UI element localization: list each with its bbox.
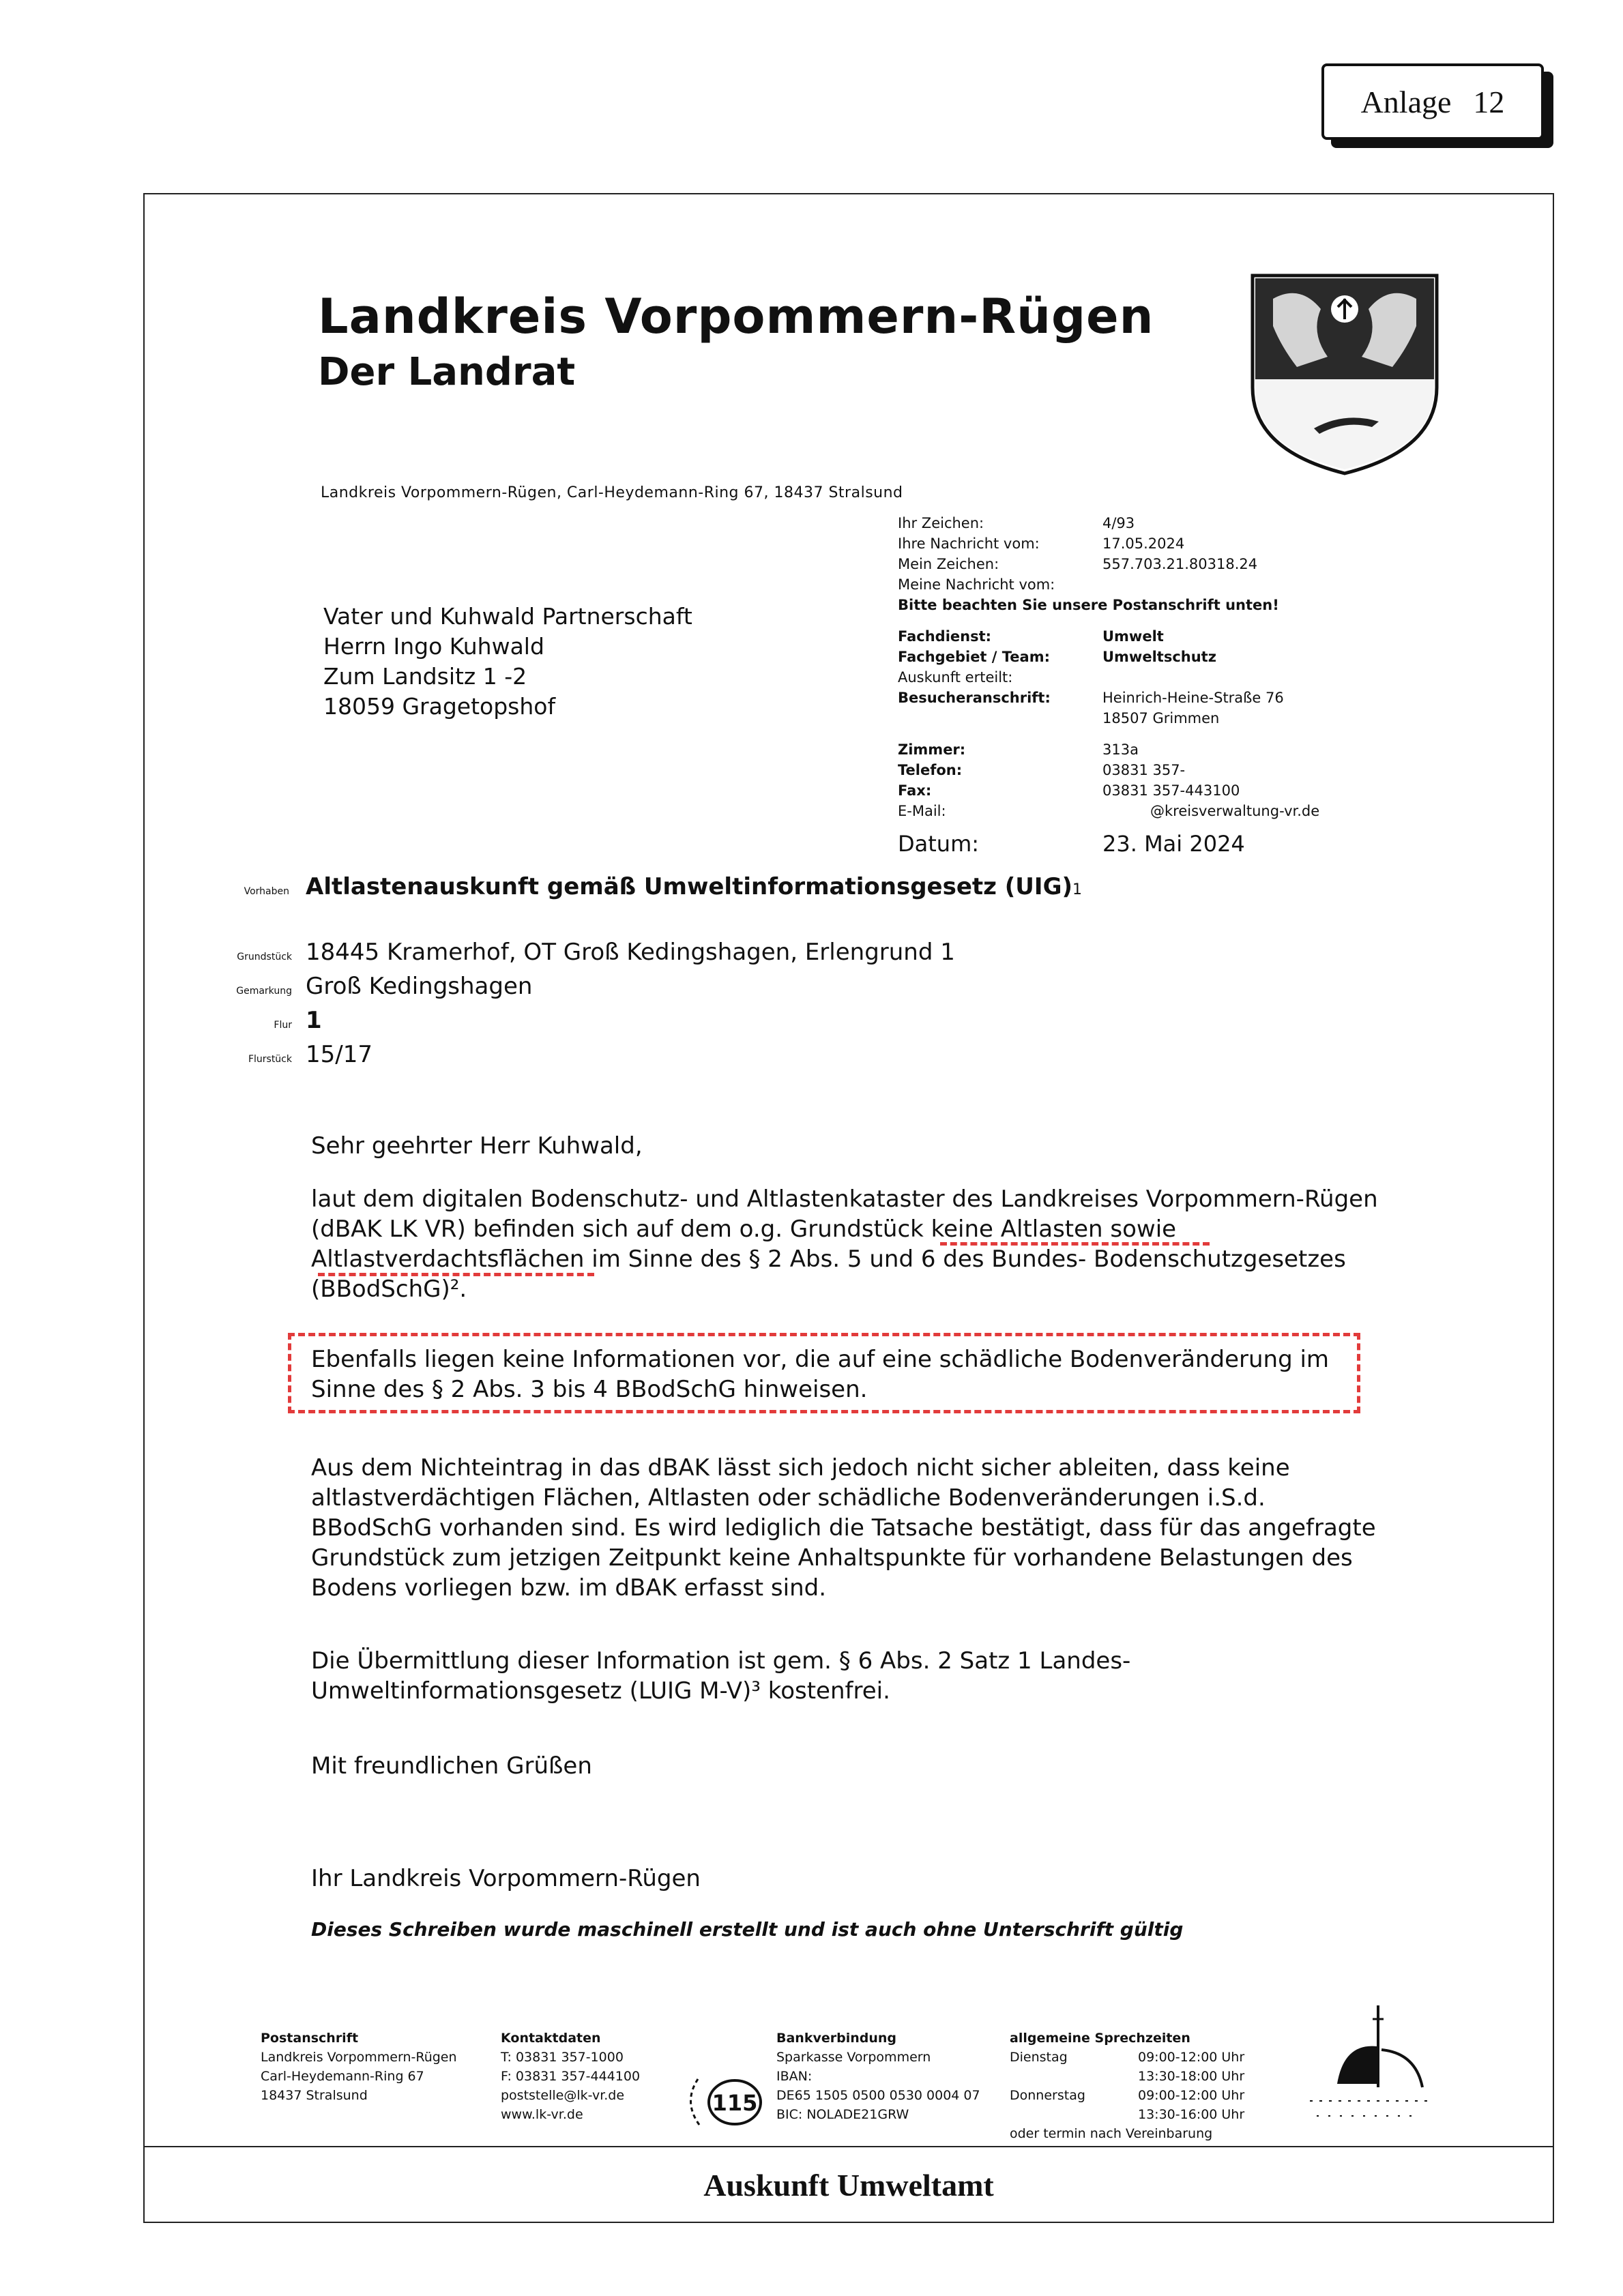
service-115-logo-icon (679, 2067, 767, 2135)
frame-divider (143, 2146, 1554, 2147)
footer-line: BIC: NOLADE21GRW (776, 2107, 909, 2122)
meta-row (898, 533, 1319, 554)
meta-row (898, 688, 1319, 708)
meta-label: Besucheranschrift: (898, 690, 1051, 706)
paragraph-line: altlastverdächtigen Flächen, Altlasten oder schädliche Bodenveränderungen i.S.d. (311, 1484, 1266, 1512)
meta-label: Ihre Nachricht vom: (898, 535, 1040, 552)
meta-row (898, 595, 1319, 615)
meta-label: E-Mail: (898, 803, 946, 819)
hours-row (1010, 2067, 1288, 2086)
meta-row (898, 801, 1319, 821)
return-address: Landkreis Vorpommern-Rügen, Carl-Heydemann-Ring 67, 18437 Stralsund (321, 484, 903, 501)
machine-generated-note: Dieses Schreiben wurde maschinell erstellt und ist auch ohne Unterschrift gültig (311, 1918, 1184, 1941)
plot-row (225, 1040, 955, 1074)
footer-line: DE65 1505 0500 0530 0004 07 (776, 2088, 980, 2103)
plot-label: Gemarkung (236, 986, 292, 997)
footer-line: IBAN: (776, 2069, 813, 2084)
footer-heading: Kontaktdaten (501, 2031, 601, 2046)
hours-time: 13:30-16:00 Uhr (1138, 2107, 1245, 2122)
plot-row (225, 972, 955, 1006)
district-logo-icon (1296, 1999, 1439, 2128)
footer-heading: allgemeine Sprechzeiten (1010, 2031, 1190, 2046)
hours-row (1010, 2048, 1288, 2067)
footer-line: 18437 Stralsund (261, 2088, 368, 2103)
highlight-underline (318, 1273, 594, 1276)
hours-time: 09:00-12:00 Uhr (1138, 2088, 1245, 2103)
footer-line: poststelle@lk-vr.de (501, 2088, 625, 2103)
meta-label: Ihr Zeichen: (898, 515, 984, 531)
footer-bank (776, 2029, 980, 2124)
plot-row (225, 1006, 955, 1040)
plot-row (225, 938, 955, 972)
hours-time: 13:30-18:00 Uhr (1138, 2069, 1245, 2084)
meta-label (898, 708, 1102, 728)
signoff: Ihr Landkreis Vorpommern-Rügen (311, 1865, 701, 1892)
hours-row (1010, 2086, 1288, 2105)
meta-row (898, 626, 1319, 647)
coat-of-arms-icon (1246, 271, 1444, 476)
paragraph-line: Grundstück zum jetzigen Zeitpunkt keine Anhaltspunkte für vorhandene Belastungen des (311, 1544, 1353, 1572)
salutation: Sehr geehrter Herr Kuhwald, (311, 1132, 643, 1160)
service-115-label: 115 (712, 2090, 758, 2116)
meta-label: Fachdienst: (898, 628, 992, 645)
plot-details (225, 938, 955, 1074)
plot-label: Flurstück (248, 1054, 292, 1065)
plot-value: 15/17 (306, 1041, 372, 1068)
subject-footnote: 1 (1072, 881, 1083, 898)
meta-label: Telefon: (898, 762, 963, 778)
paragraph-line: BBodSchG vorhanden sind. Es wird lediglich die Tatsache bestätigt, dass für das angefragte (311, 1514, 1376, 1542)
date-value: 23. Mai 2024 (1102, 831, 1245, 857)
recipient-line: 18059 Gragetopshof (323, 693, 556, 720)
meta-row (898, 554, 1319, 574)
subject-label: Vorhaben (244, 886, 289, 897)
hours-day (1010, 2067, 1138, 2086)
meta-row (898, 760, 1319, 780)
hours-day: Donnerstag (1010, 2088, 1085, 2103)
frame-caption: Auskunft Umweltamt (703, 2167, 994, 2203)
paragraph-fee (311, 1646, 1403, 1706)
meta-notice: Bitte beachten Sie unsere Postanschrift unten! (898, 597, 1279, 613)
meta-label: Fax: (898, 782, 932, 799)
paragraph-line: Ebenfalls liegen keine Informationen vor, die auf eine schädliche Bodenveränderung im (311, 1346, 1330, 1373)
meta-label: Auskunft erteilt: (898, 669, 1013, 686)
meta-row (898, 647, 1319, 667)
letterhead-org: Landkreis Vorpommern-Rügen (318, 289, 1154, 344)
paragraph-line: Bodens vorliegen bzw. im dBAK erfasst sind. (311, 1574, 827, 1602)
paragraph-line: Die Übermittlung dieser Information ist gem. § 6 Abs. 2 Satz 1 Landes- (311, 1647, 1131, 1675)
meta-label: Zimmer: (898, 741, 966, 758)
meta-value: 17.05.2024 (1102, 535, 1185, 552)
meta-value: Umwelt (1102, 628, 1164, 645)
paragraph-line: Sinne des § 2 Abs. 3 bis 4 BBodSchG hinweisen. (311, 1376, 868, 1403)
subject-line (225, 873, 1082, 900)
plot-value: 18445 Kramerhof, OT Groß Kedingshagen, Erlengrund 1 (306, 939, 955, 966)
plot-label: Flur (274, 1020, 292, 1031)
footer-line: Carl-Heydemann-Ring 67 (261, 2069, 424, 2084)
footer-hours (1010, 2029, 1288, 2143)
meta-row (898, 780, 1319, 801)
meta-value: @kreisverwaltung-vr.de (1150, 803, 1320, 819)
paragraph-line: (dBAK LK VR) befinden sich auf dem o.g. Grundstück keine Altlasten sowie (311, 1216, 1177, 1243)
meta-row (898, 513, 1319, 533)
footer-heading: Bankverbindung (776, 2031, 897, 2046)
meta-value: 313a (1102, 741, 1139, 758)
meta-value: 4/93 (1102, 515, 1135, 531)
paragraph-register-result (311, 1184, 1403, 1304)
paragraph-line: Umweltinformationsgesetz (LUIG M-V)³ kostenfrei. (311, 1677, 890, 1705)
plot-value: Groß Kedingshagen (306, 973, 533, 1000)
meta-value: 03831 357-443100 (1102, 782, 1240, 799)
date-row (898, 831, 1245, 857)
footer-line: T: 03831 357-1000 (501, 2050, 624, 2065)
footer-line: Sparkasse Vorpommern (776, 2050, 931, 2065)
paragraph-disclaimer (311, 1453, 1403, 1603)
closing: Mit freundlichen Grüßen (311, 1752, 592, 1780)
letterhead-sub: Der Landrat (318, 350, 576, 394)
annex-tab (1321, 63, 1544, 140)
meta-label: Mein Zeichen: (898, 556, 999, 572)
meta-value: 18507 Grimmen (1102, 710, 1220, 726)
meta-value: 03831 357- (1102, 762, 1186, 778)
recipient-address (323, 602, 692, 722)
meta-row (898, 667, 1319, 688)
meta-label: Meine Nachricht vom: (898, 576, 1055, 593)
reference-block (898, 513, 1319, 821)
footer-heading: Postanschrift (261, 2031, 359, 2046)
hours-day: Dienstag (1010, 2050, 1068, 2065)
meta-value: Heinrich-Heine-Straße 76 (1102, 690, 1284, 706)
recipient-line: Zum Landsitz 1 -2 (323, 663, 527, 690)
meta-row (898, 708, 1319, 728)
meta-value: 557.703.21.80318.24 (1102, 556, 1258, 572)
annex-number: 12 (1473, 84, 1505, 119)
highlight-underline (940, 1242, 1210, 1246)
hours-note: oder termin nach Vereinbarung (1010, 2126, 1213, 2141)
recipient-line: Herrn Ingo Kuhwald (323, 633, 544, 660)
meta-row (898, 739, 1319, 760)
paragraph-line: (BBodSchG)². (311, 1276, 467, 1303)
meta-label: Fachgebiet / Team: (898, 649, 1050, 665)
paragraph-line: Altlastverdachtsflächen im Sinne des § 2 Abs. 5 und 6 des Bundes- Bodenschutzgesetzes (311, 1246, 1346, 1273)
plot-value: 1 (306, 1007, 322, 1034)
footer-line: Landkreis Vorpommern-Rügen (261, 2050, 457, 2065)
highlight-box (288, 1333, 1360, 1413)
meta-row (898, 574, 1319, 595)
footer-postal (261, 2029, 457, 2105)
hours-day (1010, 2105, 1138, 2124)
hours-time: 09:00-12:00 Uhr (1138, 2050, 1245, 2065)
plot-label: Grundstück (237, 952, 292, 962)
hours-row (1010, 2105, 1288, 2124)
date-label: Datum: (898, 831, 980, 857)
meta-value: Umweltschutz (1102, 649, 1216, 665)
paragraph-line: Aus dem Nichteintrag in das dBAK lässt sich jedoch nicht sicher ableiten, dass keine (311, 1454, 1290, 1482)
subject-text: Altlastenauskunft gemäß Umweltinformationsgesetz (UIG) (306, 873, 1073, 900)
recipient-line: Vater und Kuhwald Partnerschaft (323, 603, 692, 630)
footer-line: F: 03831 357-444100 (501, 2069, 641, 2084)
footer-contact (501, 2029, 640, 2124)
footer-line: www.lk-vr.de (501, 2107, 583, 2122)
paragraph-line: laut dem digitalen Bodenschutz- und Altlastenkataster des Landkreises Vorpommern-Rügen (311, 1186, 1378, 1213)
annex-label: Anlage (1360, 84, 1452, 119)
